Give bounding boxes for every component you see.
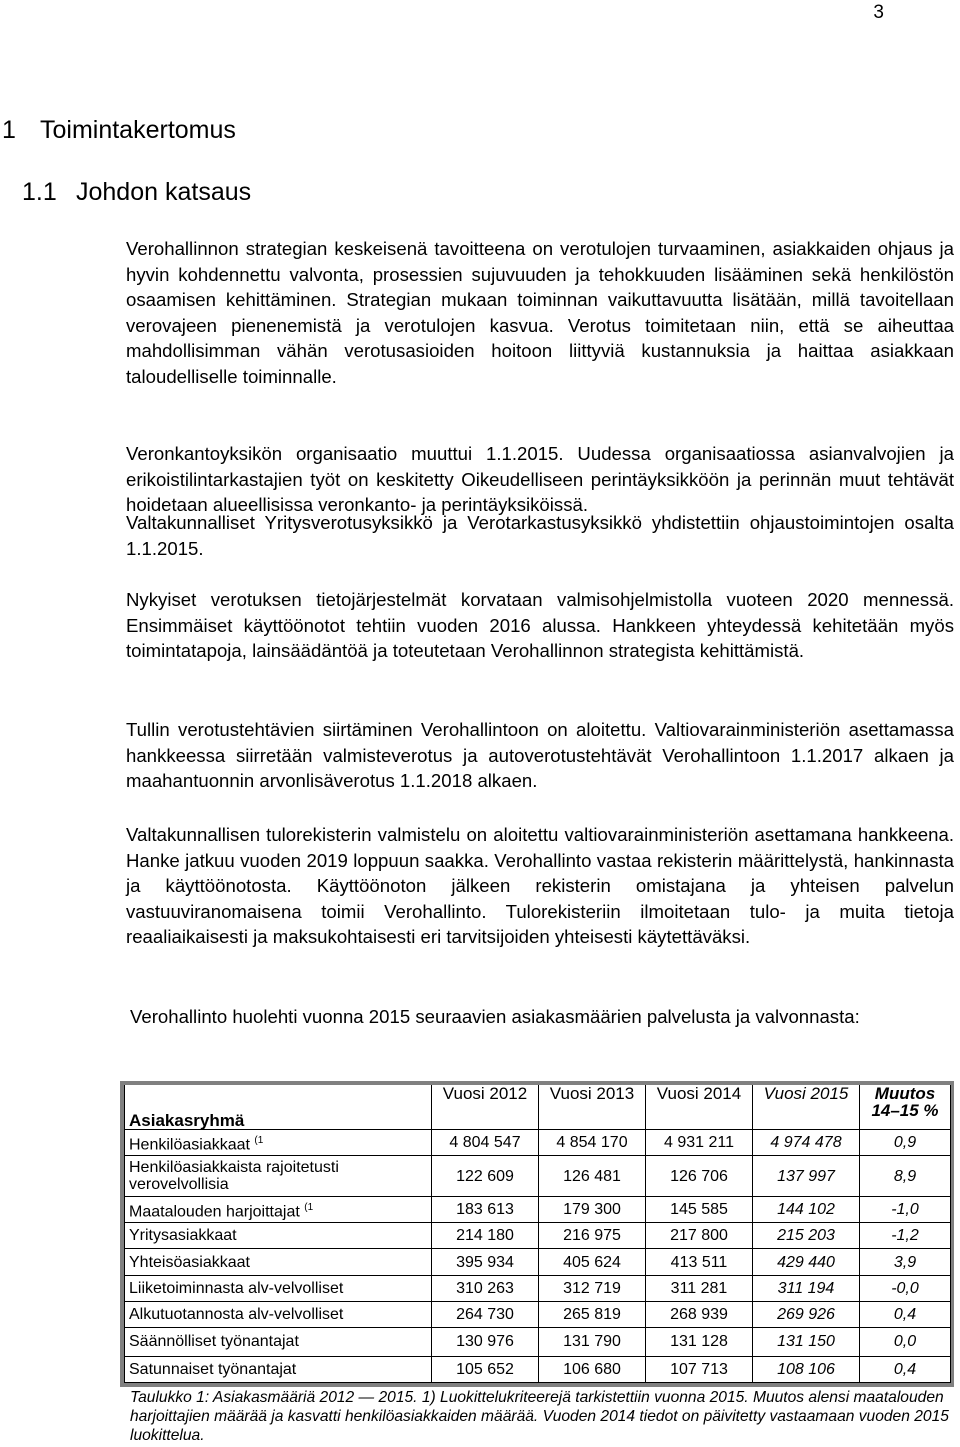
count-cell: 137 997 — [753, 1156, 860, 1196]
count-cell: 107 713 — [646, 1356, 753, 1382]
chapter-number: 1 — [2, 116, 16, 144]
count-cell: 131 128 — [646, 1328, 753, 1356]
table-row — [125, 1156, 951, 1196]
count-cell: 215 203 — [753, 1223, 860, 1249]
header-change: Muutos 14–15 % — [860, 1085, 951, 1130]
count-cell: 311 281 — [646, 1275, 753, 1301]
table-caption: Taulukko 1: Asiakasmääriä 2012 — 2015. 1) Luokittelukriteerejä tarkistettiin vuonna 2015. Muutos alensi maatalouden harjoittajien määrää ja kasvatti henkilöasiakkaiden määrää. Vuoden 2014 tiedot on päivitetty vastaamaan vuoden 2015 luokittelua. — [130, 1389, 949, 1444]
section-number: 1.1 — [22, 178, 57, 206]
customer-group-name: Henkilöasiakkaista rajoitetusti verovelvollisia — [129, 1159, 339, 1194]
paragraph-income-register: Valtakunnallisen tulorekisterin valmistelu on aloitettu valtiovarainministeriön asettamana hankkeena. Hanke jatkuu vuoden 2019 loppuun saakka. Verohallinto vastaa rekisterin määrittelystä, hankinnasta ja käyttöönotosta. Käyttöönoton jälkeen rekisterin omistajana ja yhteisen palvelun vastuuviranomaisena toimii Verohallinto. Tulorekisteriin ilmoitetaan tulo- ja muita tietoja reaaliaikaisesti ja maksukohtaisesti eri tarvitsijoiden yhteisesti käytettäväksi. — [126, 824, 954, 948]
count-cell: 105 652 — [432, 1356, 539, 1382]
count-cell: 312 719 — [539, 1275, 646, 1301]
customer-group-cell — [125, 1275, 432, 1301]
table-row — [125, 1196, 951, 1222]
count-cell: 122 609 — [432, 1156, 539, 1196]
header-customer-group: Asiakasryhmä — [125, 1085, 432, 1130]
table-row — [125, 1223, 951, 1249]
count-cell: 144 102 — [753, 1196, 860, 1222]
customer-group-name: Henkilöasiakkaat — [129, 1136, 250, 1154]
footnote-marker: (1 — [254, 1135, 264, 1146]
count-cell: 131 150 — [753, 1328, 860, 1356]
count-cell: 214 180 — [432, 1223, 539, 1249]
count-cell: 429 440 — [753, 1249, 860, 1275]
count-cell: 179 300 — [539, 1196, 646, 1222]
count-cell: 216 975 — [539, 1223, 646, 1249]
header-year-2014: Vuosi 2014 — [646, 1085, 753, 1130]
paragraph-customs-transfer: Tullin verotustehtävien siirtäminen Verohallintoon on aloitettu. Valtiovarainministeriön asettamassa hankkeessa siirretään valmisteverotus ja autoverotustehtävät Verohallintoon 1.1.2017 alkaen ja maahantuonnin arvonlisäverotus 1.1.2018 alkaen. — [126, 719, 954, 792]
change-cell: -0,0 — [860, 1275, 951, 1301]
customer-count-table — [120, 1081, 954, 1387]
header-year-2013: Vuosi 2013 — [539, 1085, 646, 1130]
section-heading — [22, 178, 251, 207]
customer-group-cell — [125, 1130, 432, 1156]
customer-group-cell — [125, 1249, 432, 1275]
change-cell: -1,2 — [860, 1223, 951, 1249]
paragraph-organisation: Veronkantoyksikön organisaatio muuttui 1.1.2015. Uudessa organisaatiossa asianvalvojien ja erikoistilintarkastajien työt on keskitetty Oikeudelliseen perintäyksikköön ja perinnän muut tehtävät hoidetaan alueellisissa veronkanto- ja perintäyksiköissä. — [126, 443, 954, 516]
table-row — [125, 1275, 951, 1301]
footnote-marker: (1 — [304, 1201, 314, 1213]
customer-group-cell — [125, 1223, 432, 1249]
count-cell: 310 263 — [432, 1275, 539, 1301]
table-row — [125, 1356, 951, 1382]
customer-group-name: Maatalouden harjoittajat — [129, 1203, 300, 1221]
customer-group-name: Yritysasiakkaat — [129, 1227, 237, 1245]
paragraph-units-merged: Valtakunnalliset Yritysverotusyksikkö ja Verotarkastusyksikkö yhdistettiin ohjaustoimintojen osalta 1.1.2015. — [126, 512, 954, 559]
count-cell: 405 624 — [539, 1249, 646, 1275]
count-cell: 183 613 — [432, 1196, 539, 1222]
count-cell: 311 194 — [753, 1275, 860, 1301]
count-cell: 269 926 — [753, 1301, 860, 1327]
change-cell: 0,0 — [860, 1328, 951, 1356]
count-cell: 413 511 — [646, 1249, 753, 1275]
customer-group-cell — [125, 1156, 432, 1196]
count-cell: 264 730 — [432, 1301, 539, 1327]
count-cell: 108 106 — [753, 1356, 860, 1382]
customer-group-name: Satunnaiset työnantajat — [129, 1360, 297, 1378]
change-cell: 0,4 — [860, 1356, 951, 1382]
count-cell: 126 481 — [539, 1156, 646, 1196]
count-cell: 395 934 — [432, 1249, 539, 1275]
customer-group-cell — [125, 1328, 432, 1356]
chapter-heading — [2, 116, 236, 145]
customer-group-cell — [125, 1301, 432, 1327]
table-row — [125, 1328, 951, 1356]
count-cell: 4 854 170 — [539, 1130, 646, 1156]
table-header-row — [125, 1085, 951, 1130]
table-row — [125, 1130, 951, 1156]
header-year-2012: Vuosi 2012 — [432, 1085, 539, 1130]
page-number: 3 — [873, 2, 884, 23]
customer-group-cell — [125, 1356, 432, 1382]
count-cell: 268 939 — [646, 1301, 753, 1327]
count-cell: 106 680 — [539, 1356, 646, 1382]
count-cell: 265 819 — [539, 1301, 646, 1327]
count-cell: 4 974 478 — [753, 1130, 860, 1156]
count-cell: 130 976 — [432, 1328, 539, 1356]
table-row — [125, 1249, 951, 1275]
chapter-title: Toimintakertomus — [40, 116, 236, 144]
count-cell: 126 706 — [646, 1156, 753, 1196]
change-cell: 3,9 — [860, 1249, 951, 1275]
count-cell: 4 931 211 — [646, 1130, 753, 1156]
customer-group-name: Alkutuotannosta alv-velvolliset — [129, 1306, 344, 1324]
customer-group-name: Liiketoiminnasta alv-velvolliset — [129, 1279, 344, 1297]
section-title: Johdon katsaus — [76, 178, 252, 206]
table-row — [125, 1301, 951, 1327]
count-cell: 131 790 — [539, 1328, 646, 1356]
count-cell: 145 585 — [646, 1196, 753, 1222]
customer-group-name: Yhteisöasiakkaat — [129, 1253, 250, 1271]
change-cell: 0,9 — [860, 1130, 951, 1156]
header-year-2015: Vuosi 2015 — [753, 1085, 860, 1130]
count-cell: 217 800 — [646, 1223, 753, 1249]
count-cell: 4 804 547 — [432, 1130, 539, 1156]
change-cell: 8,9 — [860, 1156, 951, 1196]
paragraph-systems: Nykyiset verotuksen tietojärjestelmät korvataan valmisohjelmistolla vuoteen 2020 mennessä. Ensimmäiset käyttöönotot tehtiin vuoden 2016 alussa. Hankkeen yhteydessä kehitetään myös toimintatapoja, lainsäädäntöä ja toteutetaan Verohallinnon strategista kehittämistä. — [126, 589, 954, 662]
change-cell: 0,4 — [860, 1301, 951, 1327]
customer-group-name: Säännölliset työnantajat — [129, 1333, 299, 1351]
customer-group-cell — [125, 1196, 432, 1222]
paragraph-strategy: Verohallinnon strategian keskeisenä tavoitteena on verotulojen turvaaminen, asiakkaiden ohjaus ja hyvin kohdennettu valvonta, prosessien sujuvuuden ja tehokkuuden lisääminen sekä henkilöstön osaamisen kehittäminen. Strategian mukaan toiminnan vaikuttavuutta lisätään, millä tavoitellaan verovajeen pienenemistä ja verotulojen kasvua. Verotus toimitetaan niin, että se aiheuttaa mahdollisimman vähän verotusasioiden hoitoon liittyviä kustannuksia ja haittaa asiakkaan taloudelliselle toiminnalle. — [126, 238, 954, 387]
paragraph-table-intro: Verohallinto huolehti vuonna 2015 seuraavien asiakasmäärien palvelusta ja valvonnasta: — [130, 1006, 860, 1027]
change-cell: -1,0 — [860, 1196, 951, 1222]
